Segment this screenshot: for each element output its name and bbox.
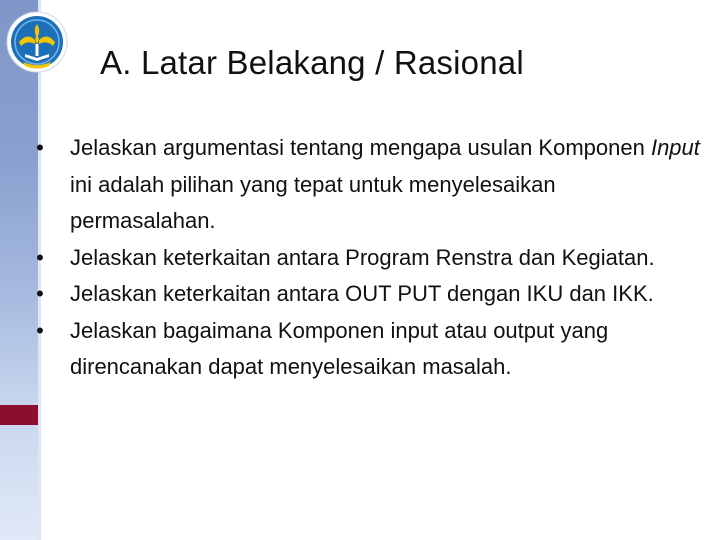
slide-title: A. Latar Belakang / Rasional (100, 44, 524, 81)
emphasis-input: Input (650, 135, 700, 160)
bullet-marker: • (36, 317, 44, 343)
tut-wuri-handayani-logo-icon (5, 10, 69, 74)
bullet-marker: • (36, 135, 44, 160)
bullet-text: Jelaskan keterkaitan antara OUT PUT dengan IKU dan IKK. (70, 281, 654, 306)
bullet-item (22, 276, 702, 313)
bullet-text: Jelaskan keterkaitan antara Program Renstra dan Kegiatan. (70, 244, 655, 270)
bullet-item (22, 240, 702, 277)
bullet-marker: • (36, 244, 44, 270)
bullet-text: Jelaskan bagaimana Komponen input atau output yang direncanakan dapat menyelesaikan masalah. (70, 317, 609, 379)
bullet-text: Jelaskan argumentasi tentang mengapa usulan Komponen Input ini adalah pilihan yang tepat untuk menyelesaikan permasalahan. (70, 135, 700, 233)
bullet-item (22, 130, 702, 240)
bullet-list (22, 130, 702, 386)
left-accent-marker (0, 405, 38, 425)
bullet-marker: • (36, 281, 44, 306)
bullet-item (22, 313, 702, 386)
